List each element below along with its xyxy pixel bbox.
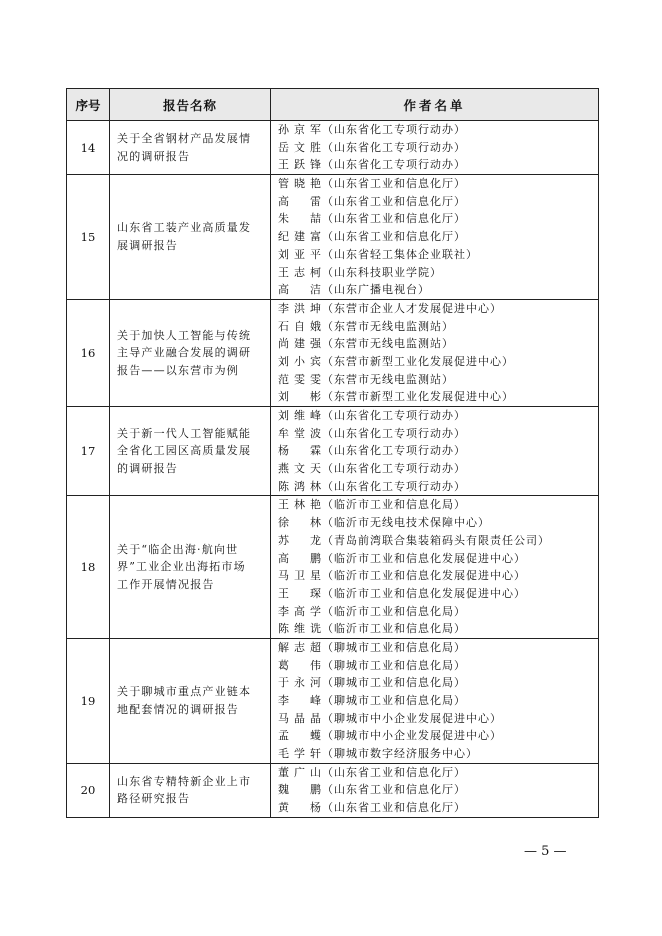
author-name: 刘小宾 (278, 354, 322, 368)
author-organization: （东营市新型工业化发展促进中心） (322, 390, 514, 404)
table-row (67, 638, 599, 763)
author-organization: （临沂市无线电技术保障中心） (322, 516, 490, 530)
author-name: 纪建富 (278, 230, 322, 244)
row-author-list (271, 496, 599, 639)
report-title-line: 路径研究报告 (117, 792, 191, 806)
row-author-list (271, 299, 599, 406)
author-entry (278, 228, 598, 246)
author-name: 马晶晶 (278, 711, 322, 725)
report-title-line: 工作开展情况报告 (117, 577, 215, 591)
row-author-list (271, 763, 599, 817)
row-report-title (110, 121, 271, 175)
table-header-row (67, 89, 599, 121)
table-body (67, 121, 599, 818)
author-name: 朱 喆 (278, 212, 322, 226)
author-entry (278, 514, 598, 532)
author-entry (278, 156, 598, 174)
report-title-line: 山东省工装产业高质量发 (117, 221, 252, 235)
author-entry (278, 674, 598, 692)
author-organization: （山东省工业和信息化厅） (322, 212, 466, 226)
author-name: 王跃锋 (278, 158, 322, 172)
author-organization: （山东省工业和信息化厅） (322, 177, 466, 191)
author-name: 管晓艳 (278, 177, 322, 191)
author-organization: （青岛前湾联合集装箱码头有限责任公司） (322, 533, 550, 547)
author-entry (278, 300, 598, 318)
author-organization: （山东省工业和信息化厅） (322, 230, 466, 244)
author-entry (278, 388, 598, 406)
author-entry (278, 121, 598, 139)
author-entry (278, 318, 598, 336)
author-entry (278, 478, 598, 496)
row-serial-number: 16 (67, 299, 110, 406)
author-entry (278, 460, 598, 478)
author-organization: （聊城市中小企业发展促进中心） (322, 711, 502, 725)
author-entry (278, 246, 598, 264)
row-serial-number: 18 (67, 496, 110, 639)
author-organization: （山东广播电视台） (322, 283, 430, 297)
author-organization: （临沂市工业和信息化局） (322, 622, 466, 636)
author-entry (278, 335, 598, 353)
row-report-title (110, 763, 271, 817)
author-name: 石自娥 (278, 319, 322, 333)
author-organization: （山东省化工专项行动办） (322, 479, 466, 493)
author-organization: （山东省化工专项行动办） (322, 444, 466, 458)
author-entry (278, 727, 598, 745)
author-name: 燕文天 (278, 462, 322, 476)
author-organization: （临沂市工业和信息化局） (322, 604, 466, 618)
report-title-line: 主导产业融合发展的调研 (117, 346, 252, 360)
row-report-title (110, 638, 271, 763)
report-title-line: 况的调研报告 (117, 149, 191, 163)
row-author-list (271, 638, 599, 763)
header-serial-number: 序号 (67, 89, 110, 121)
author-name: 李高学 (278, 604, 322, 618)
author-organization: （山东省化工专项行动办） (322, 409, 466, 422)
author-name: 徐 林 (278, 516, 322, 530)
author-name: 马卫星 (278, 569, 322, 583)
author-entry (278, 210, 598, 228)
author-organization: （山东省工业和信息化厅） (322, 801, 466, 815)
row-report-title (110, 175, 271, 300)
author-entry (278, 193, 598, 211)
table-row (67, 407, 599, 496)
author-name: 刘 彬 (278, 390, 322, 404)
author-entry (278, 657, 598, 675)
author-organization: （聊城市中小企业发展促进中心） (322, 729, 502, 743)
author-organization: （聊城市工业和信息化局） (322, 658, 466, 672)
author-name: 李洪坤 (278, 301, 322, 315)
author-organization: （山东省工业和信息化厅） (322, 765, 466, 779)
table-row (67, 496, 599, 639)
page-number: — 5 — (524, 844, 567, 859)
author-name: 葛 伟 (278, 658, 322, 672)
author-entry (278, 620, 598, 638)
author-organization: （东营市无线电监测站） (322, 337, 454, 351)
table-row (67, 299, 599, 406)
report-title-line: 地配套情况的调研报告 (117, 702, 239, 716)
header-author-list: 作者名单 (271, 89, 599, 121)
author-organization: （聊城市工业和信息化局） (322, 694, 466, 707)
report-title-line: 关于“临企出海·航向世 (117, 542, 239, 556)
author-name: 高 洁 (278, 283, 322, 297)
author-name: 杨 霖 (278, 444, 322, 458)
row-serial-number: 14 (67, 121, 110, 175)
table-row (67, 121, 599, 175)
author-name: 范雯雯 (278, 372, 322, 386)
author-entry (278, 425, 598, 443)
header-report-title: 报告名称 (110, 89, 271, 121)
author-name: 高 雷 (278, 194, 322, 208)
report-title-line: 山东省专精特新企业上市 (117, 774, 252, 788)
report-title-line: 展调研报告 (117, 238, 178, 252)
author-organization: （山东科技职业学院） (322, 265, 442, 279)
author-entry (278, 496, 598, 514)
author-name: 解志超 (278, 640, 322, 654)
author-name: 陈维诜 (278, 622, 322, 636)
row-author-list (271, 121, 599, 175)
author-organization: （临沂市工业和信息化发展促进中心） (322, 551, 526, 565)
row-report-title (110, 496, 271, 639)
author-entry (278, 353, 598, 371)
author-name: 黄 杨 (278, 801, 322, 815)
author-name: 王 琛 (278, 586, 322, 600)
author-entry (278, 371, 598, 389)
table-row (67, 763, 599, 817)
author-entry (278, 710, 598, 728)
author-name: 高 鹏 (278, 551, 322, 565)
author-name: 苏 龙 (278, 533, 322, 547)
author-entry (278, 550, 598, 568)
author-entry (278, 407, 598, 425)
author-name: 于永河 (278, 676, 322, 690)
author-organization: （聊城市数字经济服务中心） (322, 747, 478, 761)
author-name: 刘亚平 (278, 247, 322, 261)
author-entry (278, 639, 598, 657)
report-title-line: 的调研报告 (117, 461, 178, 475)
row-report-title (110, 299, 271, 406)
report-title-line: 全省化工园区高质量发展 (117, 444, 252, 458)
author-entry (278, 442, 598, 460)
author-name: 孙京军 (278, 123, 322, 136)
author-entry (278, 745, 598, 763)
author-name: 陈鸿林 (278, 479, 322, 493)
author-name: 孟 蠖 (278, 729, 322, 743)
author-name: 魏 鹏 (278, 783, 322, 797)
row-serial-number: 17 (67, 407, 110, 496)
report-title-line: 关于新一代人工智能赋能 (117, 426, 252, 440)
author-organization: （山东省化工专项行动办） (322, 462, 466, 476)
author-organization: （山东省化工专项行动办） (322, 123, 466, 136)
author-entry (278, 264, 598, 282)
author-organization: （山东省工业和信息化厅） (322, 194, 466, 208)
row-author-list (271, 175, 599, 300)
author-organization: （东营市新型工业化发展促进中心） (322, 354, 514, 368)
author-entry (278, 567, 598, 585)
report-table (66, 88, 599, 818)
author-name: 刘维峰 (278, 409, 322, 422)
author-organization: （山东省化工专项行动办） (322, 140, 466, 154)
author-organization: （山东省轻工集体企业联社） (322, 247, 478, 261)
row-author-list (271, 407, 599, 496)
author-organization: （聊城市工业和信息化局） (322, 676, 466, 690)
author-name: 岳文胜 (278, 140, 322, 154)
author-name: 李 峰 (278, 694, 322, 707)
report-title-line: 关于加快人工智能与传统 (117, 328, 252, 342)
report-title-line: 关于聊城市重点产业链本 (117, 685, 252, 699)
author-name: 王林艳 (278, 498, 322, 512)
report-title-line: 关于全省钢材产品发展情 (117, 132, 252, 146)
author-organization: （临沂市工业和信息化发展促进中心） (322, 586, 526, 600)
report-title-line: 报告——以东营市为例 (117, 363, 239, 377)
table-row (67, 175, 599, 300)
author-name: 王志柯 (278, 265, 322, 279)
author-organization: （聊城市工业和信息化局） (322, 640, 466, 654)
row-serial-number: 20 (67, 763, 110, 817)
author-organization: （东营市企业人才发展促进中心） (322, 301, 502, 315)
author-entry (278, 175, 598, 193)
author-organization: （山东省化工专项行动办） (322, 426, 466, 440)
author-entry (278, 603, 598, 621)
row-report-title (110, 407, 271, 496)
author-entry (278, 281, 598, 299)
author-entry (278, 139, 598, 157)
author-organization: （临沂市工业和信息化局） (322, 498, 466, 512)
author-name: 尚建强 (278, 337, 322, 351)
author-entry (278, 764, 598, 782)
row-serial-number: 15 (67, 175, 110, 300)
author-entry (278, 532, 598, 550)
author-organization: （东营市无线电监测站） (322, 319, 454, 333)
author-entry (278, 692, 598, 710)
author-entry (278, 799, 598, 817)
author-organization: （山东省化工专项行动办） (322, 158, 466, 172)
author-entry (278, 781, 598, 799)
author-organization: （东营市无线电监测站） (322, 372, 454, 386)
author-name: 牟堂波 (278, 426, 322, 440)
row-serial-number: 19 (67, 638, 110, 763)
author-organization: （临沂市工业和信息化发展促进中心） (322, 569, 526, 583)
author-organization: （山东省工业和信息化厅） (322, 783, 466, 797)
author-entry (278, 585, 598, 603)
author-name: 毛学轩 (278, 747, 322, 761)
author-name: 董广山 (278, 765, 322, 779)
report-title-line: 界”工业企业出海拓市场 (117, 560, 246, 574)
